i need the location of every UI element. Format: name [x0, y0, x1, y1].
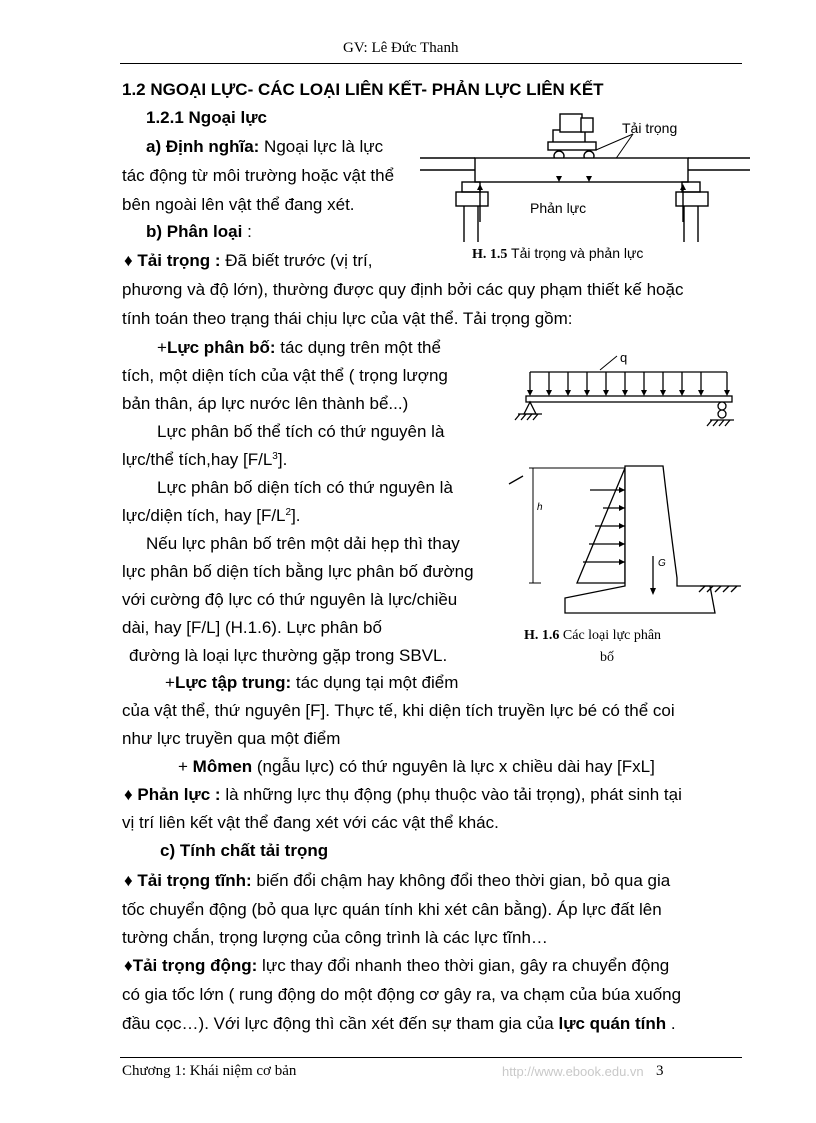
- concentrated-text-1: tác dụng tại một điểm: [291, 673, 459, 692]
- moment-label: Mômen: [192, 757, 253, 776]
- dynamic-line-2: có gia tốc lớn ( rung động do một động cơ gây ra, va chạm của búa xuống: [122, 985, 682, 1004]
- area-line-2: [122, 506, 301, 526]
- load-label: Tải trọng: [622, 120, 678, 136]
- right-pier-cap: [676, 192, 708, 206]
- distributed-label: Lực phân bố:: [166, 338, 276, 357]
- q-label: q: [620, 350, 628, 365]
- figure-1-6-caption: [524, 628, 661, 644]
- static-line-1: [124, 871, 670, 891]
- definition-text-1: Ngoại lực là lực: [259, 137, 384, 156]
- narrow-line-1: Nếu lực phân bố trên một dải hẹp thì thay: [146, 534, 460, 553]
- definition-line-3: bên ngoài lên vật thể đang xét.: [122, 195, 355, 214]
- concentrated-line-1: [165, 673, 458, 693]
- plus-marker: +: [178, 757, 193, 776]
- g-label: G: [658, 558, 666, 569]
- figure-1-6-caption-line-2: bố: [600, 650, 614, 665]
- figure-1-6-number: H. 1.6: [524, 628, 560, 643]
- left-reaction-head: [477, 184, 483, 190]
- dynamic-line-1: [124, 956, 669, 976]
- plus-marker: +: [165, 673, 175, 692]
- volume-unit-text: lực/thể tích,hay [F/L: [122, 450, 273, 469]
- plus-marker: +: [157, 338, 167, 357]
- q-leader: [600, 356, 617, 370]
- area-line-1: Lực phân bố diện tích có thứ nguyên là: [157, 478, 453, 497]
- page-header-author: GV: Lê Đức Thanh: [343, 40, 459, 56]
- concentrated-line-3: như lực truyền qua một điểm: [122, 729, 341, 748]
- distributed-line-3: bản thân, áp lực nước lên thành bể...): [122, 394, 409, 413]
- classification-line: [146, 222, 252, 242]
- bullet-icon: ♦: [124, 785, 133, 804]
- figure-1-5-number: H. 1.5: [472, 247, 508, 262]
- footer-rule: [120, 1057, 742, 1058]
- footer-chapter: Chương 1: Khái niệm cơ bản: [122, 1063, 297, 1079]
- narrow-line-2: lực phân bố diện tích bằng lực phân bố đường: [122, 562, 474, 581]
- retaining-wall: [565, 466, 715, 613]
- left-pier-cap: [456, 192, 488, 206]
- bridge-deck: [475, 158, 688, 182]
- dynamic-line-3: [122, 1014, 676, 1034]
- reaction-label: Phản lực :: [137, 785, 221, 804]
- dynamic-text-1: lực thay đổi nhanh theo thời gian, gây ra chuyển động: [257, 956, 670, 975]
- volume-line-1: Lực phân bố thể tích có thứ nguyên là: [157, 422, 445, 441]
- narrow-line-5: đường là loại lực thường gặp trong SBVL.: [129, 646, 448, 665]
- bullet-icon: ♦: [124, 871, 133, 890]
- truck-cabin-window: [581, 118, 593, 132]
- moment-text: (ngẫu lực) có thứ nguyên là lực x chiều dài hay [FxL]: [252, 757, 655, 776]
- inertia-force-term: lực quán tính: [558, 1014, 667, 1033]
- load-line-2: phương và độ lớn), thường được quy định bởi các quy phạm thiết kế hoặc: [122, 280, 684, 299]
- beam: [526, 396, 732, 402]
- h-label: h: [537, 502, 543, 513]
- truck-chassis: [548, 142, 596, 150]
- pin-support: [524, 402, 536, 414]
- load-label: Tải trọng :: [137, 251, 221, 270]
- figure-1-5-title: Tải trọng và phản lực: [507, 245, 644, 261]
- dynamic-text-3-end: .: [666, 1014, 676, 1033]
- subsection-heading: 1.2.1 Ngoại lực: [146, 108, 267, 127]
- dynamic-text-3: đầu cọc…). Với lực động thì cần xét đến sự tham gia của: [122, 1014, 559, 1033]
- classification-label: b) Phân loại: [146, 222, 243, 241]
- roller-support-1: [718, 402, 726, 410]
- reaction-line-2: vị trí liên kết vật thể đang xét với các vật thể khác.: [122, 813, 499, 832]
- bullet-icon: ♦: [124, 956, 133, 975]
- distributed-line-1: [157, 338, 441, 358]
- narrow-line-3: với cường độ lực có thứ nguyên là lực/chiều: [122, 590, 458, 609]
- definition-label: a) Định nghĩa:: [146, 137, 260, 156]
- static-label: Tải trọng tĩnh:: [137, 871, 252, 890]
- watermark: http://www.ebook.edu.vn: [502, 1064, 644, 1079]
- moment-line: [178, 757, 655, 777]
- concentrated-label: Lực tập trung:: [174, 673, 292, 692]
- load-line-3: tính toán theo trạng thái chịu lực của vật thể. Tải trọng gồm:: [122, 309, 573, 328]
- right-reaction-head: [680, 184, 686, 190]
- properties-heading: c) Tính chất tải trọng: [160, 841, 329, 860]
- volume-exponent: 3: [272, 451, 278, 462]
- reaction-line-1: [124, 785, 682, 805]
- retaining-wall-figure: [505, 458, 745, 623]
- ground-slope: [509, 476, 523, 484]
- load-line-1: [124, 251, 372, 271]
- dynamic-label: Tải trọng động:: [132, 956, 258, 975]
- roller-support-2: [718, 410, 726, 418]
- page-number: 3: [656, 1063, 664, 1079]
- static-text-1: biến đổi chậm hay không đổi theo thời gian, bỏ qua gia: [251, 871, 671, 890]
- figure-1-6-title: Các loại lực phân: [559, 628, 662, 643]
- static-line-2: tốc chuyển động (bỏ qua lực quán tính khi xét cân bằng). Áp lực đất lên: [122, 900, 662, 919]
- bullet-icon: ♦: [124, 251, 133, 270]
- load-text-1: Đã biết trước (vị trí,: [220, 251, 373, 270]
- area-exponent: 2: [285, 507, 292, 518]
- section-heading: 1.2 NGOẠI LỰC- CÁC LOẠI LIÊN KẾT- PHẢN LỰC LIÊN KẾT: [122, 80, 604, 99]
- distributed-line-2: tích, một diện tích của vật thể ( trọng lượng: [122, 366, 448, 385]
- volume-line-2: [122, 450, 287, 470]
- volume-unit-close: ].: [277, 450, 288, 469]
- classification-suffix: :: [242, 222, 252, 241]
- static-line-3: tường chắn, trọng lượng của công trình là các lực tĩnh…: [122, 928, 548, 947]
- concentrated-line-2: của vật thể, thứ nguyên [F]. Thực tế, khi diện tích truyền lực bé có thể coi: [122, 701, 675, 720]
- reaction-text-1: là những lực thụ động (phụ thuộc vào tải trọng), phát sinh tại: [220, 785, 682, 804]
- distributed-text-1: tác dụng trên một thể: [275, 338, 441, 357]
- area-unit-text: lực/diện tích, hay [F/L: [122, 506, 286, 525]
- truck-cabin-top: [560, 114, 582, 132]
- narrow-line-4: dài, hay [F/L] (H.1.6). Lực phân bố: [122, 618, 382, 637]
- header-rule: [120, 63, 742, 64]
- reaction-label: Phản lực: [530, 200, 587, 216]
- left-bearing: [462, 182, 480, 192]
- right-bearing: [682, 182, 700, 192]
- figure-1-5-caption: [472, 245, 643, 263]
- area-unit-close: ].: [291, 506, 301, 525]
- definition-line-2: tác động từ môi trường hoặc vật thể: [122, 166, 395, 185]
- definition-line-1: [146, 137, 383, 157]
- bridge-load-figure: [420, 112, 750, 242]
